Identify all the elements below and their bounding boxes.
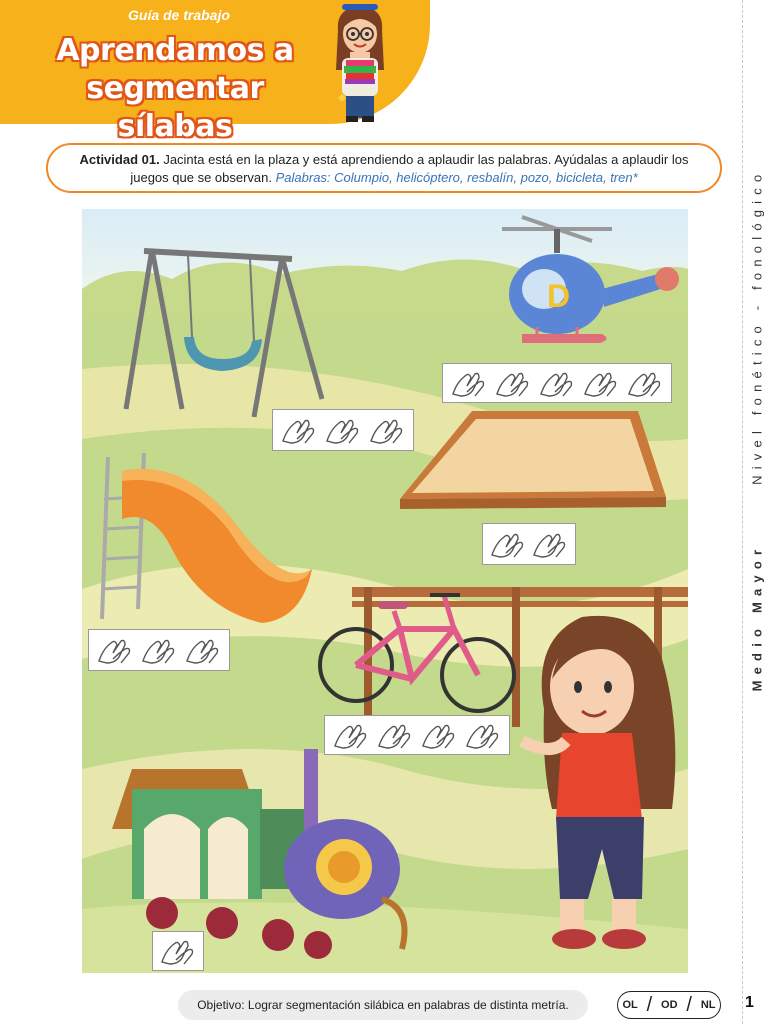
page-title [40,32,310,146]
clapping-hands-icon [625,368,665,398]
clapping-hands-icon [449,368,489,398]
level-side-label [745,120,768,740]
level-grade: Medio Mayor [749,543,765,692]
clapping-hands-icon [463,720,503,750]
objective-footer: Objetivo: Lograr segmentación silábica en palabras de distinta metría. [178,990,588,1020]
clapping-hands-icon [419,720,459,750]
clap-box-resbalin[interactable] [88,629,230,671]
playground-illustration [82,209,688,973]
activity-words: Palabras: Columpio, helicóptero, resbalín, pozo, bicicleta, tren* [275,170,638,185]
level-separator: / [646,993,653,1016]
clapping-hands-icon [183,635,223,665]
clapping-hands-icon [488,529,528,559]
level-separator: / [686,993,692,1016]
clapping-hands-icon [493,368,533,398]
title-line-2: segmentar sílabas [86,71,264,144]
clap-box-tren[interactable] [152,931,204,971]
clapping-hands-icon [537,368,577,398]
clapping-hands-icon [367,415,407,445]
clapping-hands-icon [158,936,198,966]
level-nl[interactable]: NL [700,999,716,1011]
title-line-1: Aprendamos a [56,33,294,68]
level-name: Nivel fonético - fonológico [749,168,765,485]
page-divider [742,0,743,1024]
clapping-hands-icon [279,415,319,445]
clapping-hands-icon [331,720,371,750]
playground-scene [82,209,688,973]
clap-box-pozo[interactable] [482,523,576,565]
activity-label: Actividad 01. [79,152,160,167]
achievement-level-selector [617,991,721,1019]
clapping-hands-icon [375,720,415,750]
mascot-girl-illustration [328,0,392,124]
page-number: 1 [745,994,754,1011]
level-od[interactable]: OD [661,999,678,1011]
clapping-hands-icon [530,529,570,559]
clap-box-helicoptero[interactable] [442,363,672,403]
level-ol[interactable]: OL [622,999,638,1011]
clapping-hands-icon [95,635,135,665]
clap-box-bicicleta[interactable] [324,715,510,755]
clapping-hands-icon [139,635,179,665]
clap-box-columpio[interactable] [272,409,414,451]
svg-text:D: D [547,278,571,314]
guide-label: Guía de trabajo [128,7,230,23]
clapping-hands-icon [581,368,621,398]
clapping-hands-icon [323,415,363,445]
activity-instructions [46,143,722,193]
activity-text: Jacinta está en la plaza y está aprendiendo a aplaudir las palabras. Ayúdalas a aplaudir los juegos que se observan. [130,152,689,185]
